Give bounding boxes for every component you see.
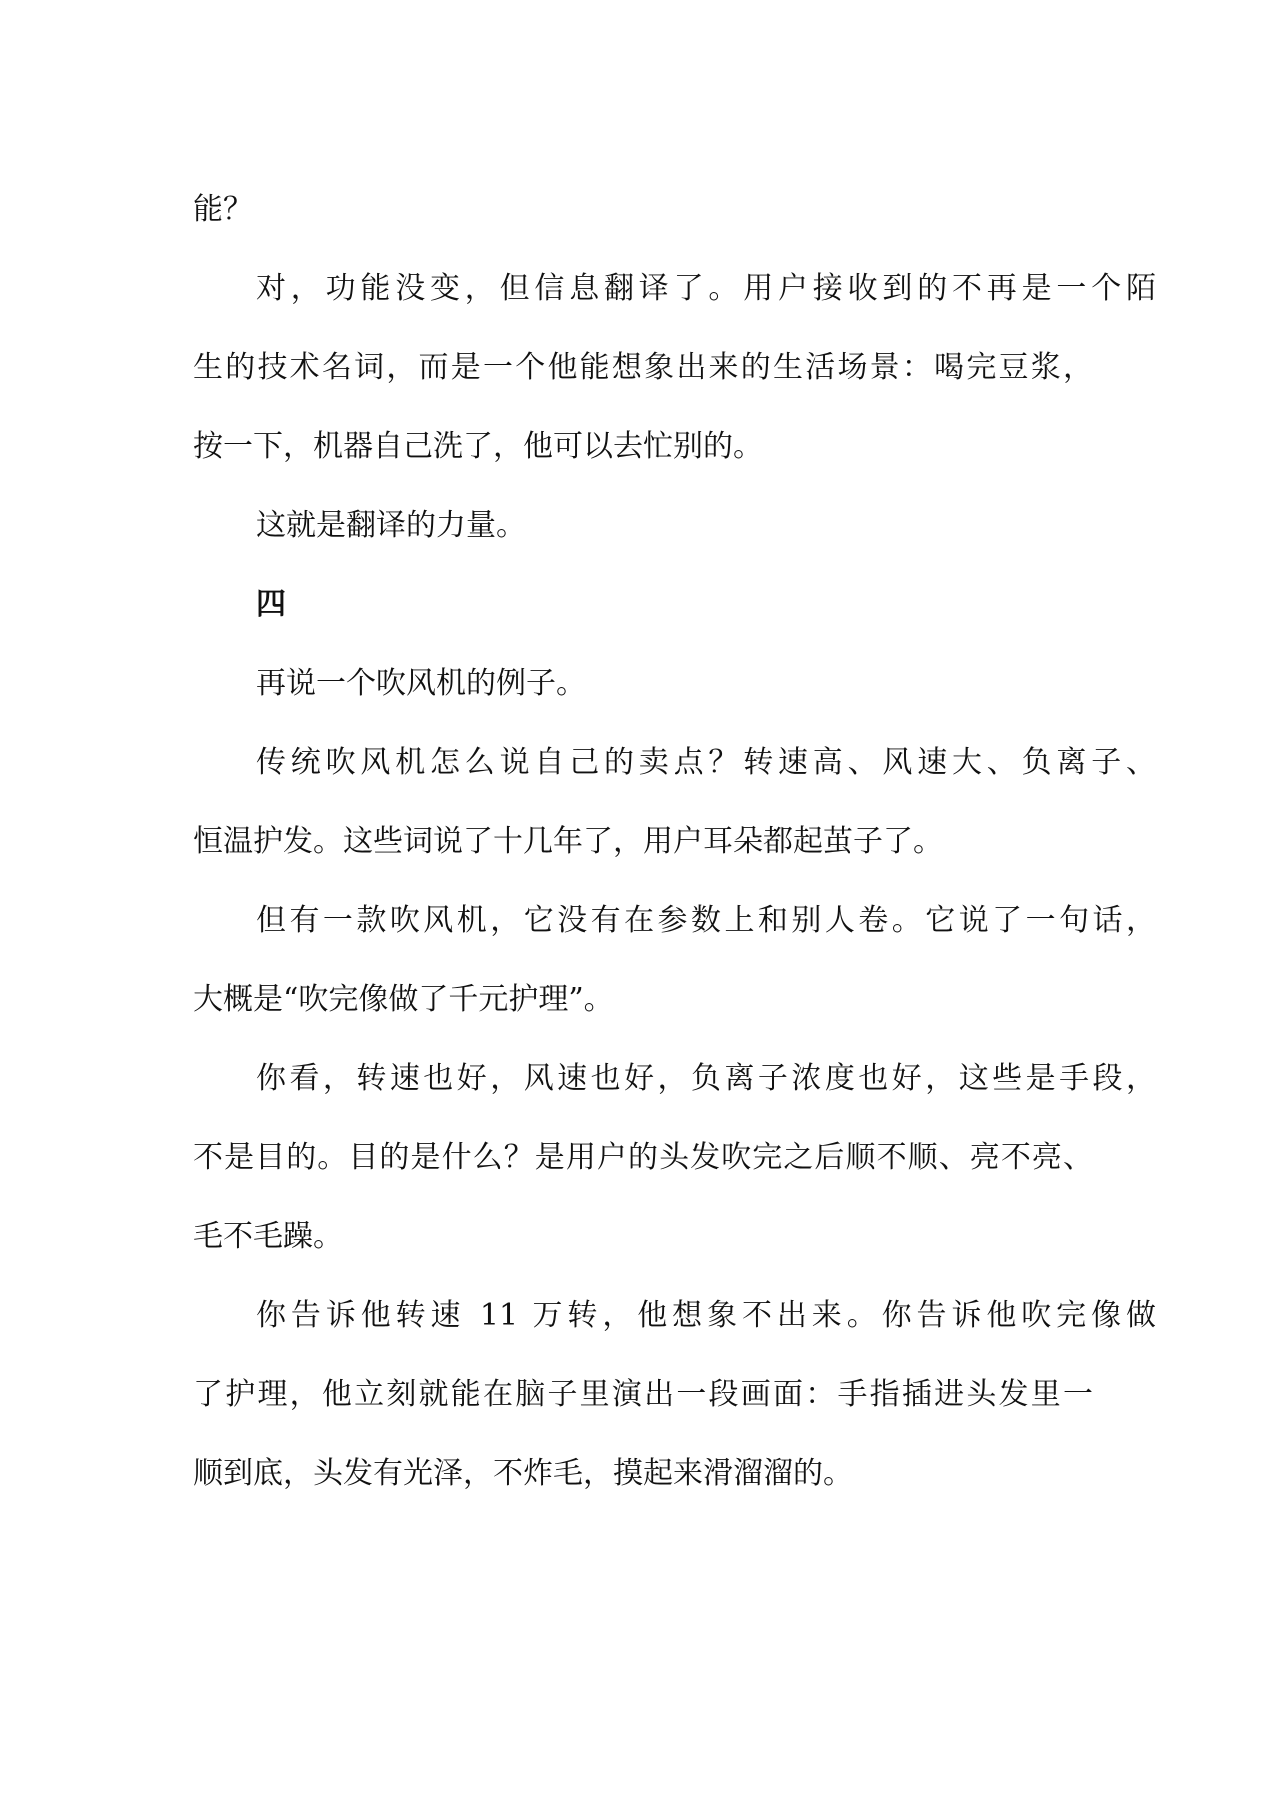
paragraph-line: 了护理，他立刻就能在脑子里演出一段画面：手指插进头发里一 (193, 1377, 1093, 1412)
paragraph-line: 但有一款吹风机，它没有在参数上和别人卷。它说了一句话， (256, 903, 1156, 938)
paragraph-line: 你告诉他转速 11 万转，他想象不出来。你告诉他吹完像做 (256, 1298, 1156, 1333)
paragraph-line: 这就是翻译的力量。 (256, 508, 526, 543)
paragraph-line: 再说一个吹风机的例子。 (256, 666, 586, 701)
paragraph-line: 毛不毛躁。 (193, 1219, 343, 1254)
body-text (193, 170, 1156, 1513)
section-heading: 四 (256, 587, 286, 622)
paragraph-line: 你看，转速也好，风速也好，负离子浓度也好，这些是手段， (256, 1061, 1156, 1096)
paragraph-line: 能？ (193, 192, 253, 227)
paragraph-line: 传统吹风机怎么说自己的卖点？转速高、风速大、负离子、 (256, 745, 1156, 780)
paragraph-line: 对，功能没变，但信息翻译了。用户接收到的不再是一个陌 (256, 271, 1156, 306)
paragraph-line: 顺到底，头发有光泽，不炸毛，摸起来滑溜溜的。 (193, 1456, 853, 1491)
paragraph-line: 不是目的。目的是什么？是用户的头发吹完之后顺不顺、亮不亮、 (193, 1140, 1093, 1175)
paragraph-line: 恒温护发。这些词说了十几年了，用户耳朵都起茧子了。 (193, 824, 943, 859)
paragraph-line: 按一下，机器自己洗了，他可以去忙别的。 (193, 429, 763, 464)
paragraph-line: 生的技术名词，而是一个他能想象出来的生活场景：喝完豆浆， (193, 350, 1093, 385)
paragraph-line: 大概是“吹完像做了千元护理”。 (193, 982, 614, 1017)
